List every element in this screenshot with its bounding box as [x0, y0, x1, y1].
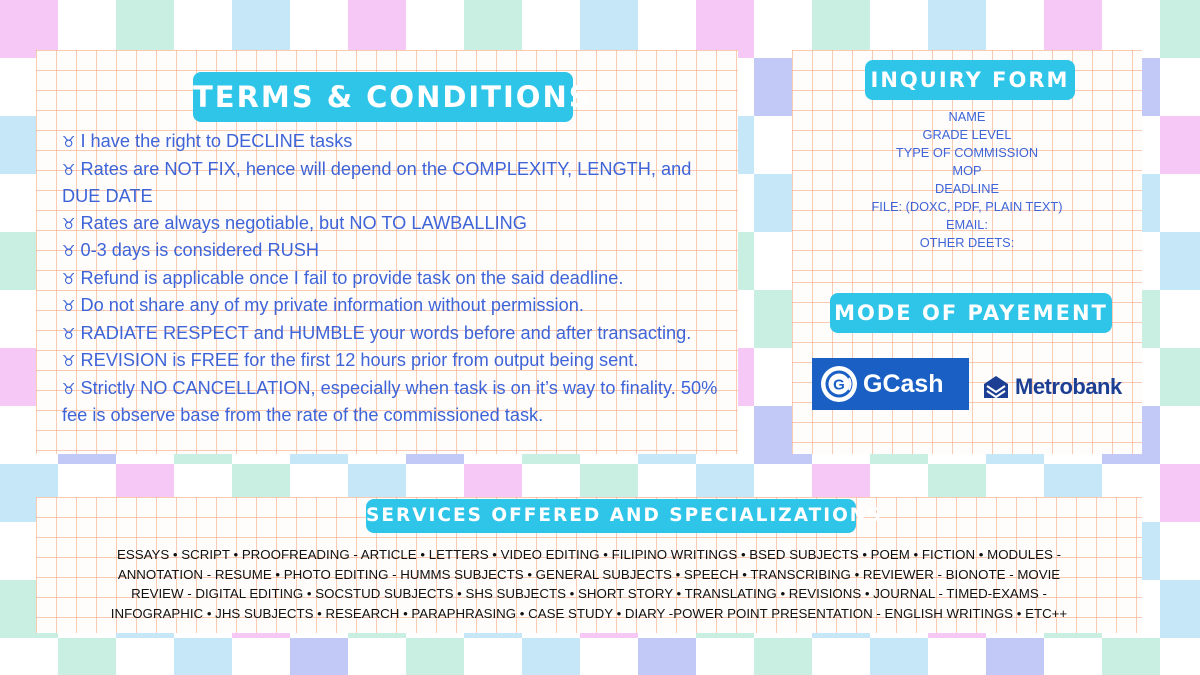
metrobank-mark-icon: [982, 374, 1010, 400]
background-tile: [1160, 464, 1200, 522]
inquiry-field: OTHER DEETS:: [919, 235, 1015, 250]
terms-item: ♉ Refund is applicable once I fail to provide task on the said deadline.: [62, 267, 624, 288]
terms-title: TERMS & CONDITIONS: [193, 72, 573, 122]
horseshoe-icon: ♉: [62, 242, 76, 260]
background-tile: [1160, 0, 1200, 58]
terms-list: [62, 128, 727, 429]
inquiry-field: NAME: [948, 109, 986, 124]
terms-item: ♉ Rates are always negotiable, but NO TO LAWBALLING: [62, 212, 527, 233]
terms-item: ♉ REVISION is FREE for the first 12 hours prior from output being sent.: [62, 350, 639, 370]
gcash-name: GCash: [863, 369, 944, 398]
horseshoe-icon: ♉: [62, 324, 76, 343]
inquiry-field: EMAIL:: [946, 217, 988, 232]
services-line: INFOGRAPHIC • JHS SUBJECTS • RESEARCH • PARAPHRASING • CASE STUDY • DIARY -POWER POINT PRESENTATION - ENGLISH WRITINGS • ETC++: [110, 605, 1068, 621]
terms-item: ♉ Strictly NO CANCELLATION, especially when task is on it’s way to finality. 50% fee is observe base from the rate of the commissioned task.: [62, 377, 718, 425]
inquiry-field: FILE: (DOXC, PDF, PLAIN TEXT): [871, 199, 1063, 214]
background-tile: [58, 638, 116, 675]
background-tile: [406, 638, 464, 675]
inquiry-title: INQUIRY FORM: [865, 60, 1075, 100]
terms-item: ♉ 0-3 days is considered RUSH: [62, 240, 320, 260]
horseshoe-icon: ♉: [62, 297, 76, 315]
terms-item: ♉ I have the right to DECLINE tasks: [62, 131, 353, 151]
horseshoe-icon: ♉: [62, 160, 76, 179]
svg-text:G: G: [833, 376, 845, 394]
services-line: ESSAYS • SCRIPT • PROOFREADING - ARTICLE • LETTERS • VIDEO EDITING • FILIPINO WRITINGS • BSED SUBJECTS • POEM • FICTION • MODULES -: [116, 547, 1061, 562]
services-title: SERVICES OFFERED AND SPECIALIZATIONS: [366, 499, 856, 533]
gcash-mark-icon: [821, 366, 857, 402]
background-tile: [870, 638, 928, 675]
horseshoe-icon: ♉: [62, 133, 76, 151]
gcash-logo-icon: [812, 358, 969, 410]
payment-panel: [792, 282, 1142, 454]
background-tile: [754, 638, 812, 675]
metrobank-name: Metrobank: [1015, 374, 1122, 399]
services-line: ANNOTATION - RESUME • PHOTO EDITING - HUMMS SUBJECTS • GENERAL SUBJECTS • SPEECH • TRANSCRIBING • REVIEWER - BIONOTE - MOVIE: [117, 566, 1061, 582]
payment-title: MODE OF PAYEMENT: [830, 293, 1112, 333]
services-list: [56, 545, 1122, 623]
terms-panel: [36, 50, 738, 454]
terms-item: ♉ Do not share any of my private information without permission.: [62, 295, 584, 315]
horseshoe-icon: ♉: [62, 379, 76, 398]
background-tile: [522, 638, 580, 675]
background-tile: [1160, 348, 1200, 406]
background-tile: [1102, 638, 1160, 675]
background-tile: [1160, 580, 1200, 638]
background-tile: [1160, 232, 1200, 290]
inquiry-panel: [792, 50, 1142, 282]
inquiry-field: TYPE OF COMMISSION: [895, 145, 1039, 160]
background-tile: [986, 638, 1044, 675]
horseshoe-icon: ♉: [62, 352, 76, 370]
services-panel: [36, 497, 1142, 633]
background-tile: [174, 638, 232, 675]
inquiry-field: MOP: [952, 163, 982, 178]
background-tile: [1160, 116, 1200, 174]
horseshoe-icon: ♉: [62, 214, 76, 233]
inquiry-field-list: [792, 108, 1142, 252]
inquiry-field: DEADLINE: [934, 181, 999, 196]
terms-item: ♉ RADIATE RESPECT and HUMBLE your words before and after transacting.: [62, 322, 692, 343]
background-tile: [290, 638, 348, 675]
services-line: REVIEW - DIGITAL EDITING • SOCSTUD SUBJECTS • SHS SUBJECTS • SHORT STORY • TRANSLATING • REVISIONS • JOURNAL - TIMED-EXAMS -: [131, 586, 1047, 601]
inquiry-field: GRADE LEVEL: [922, 127, 1012, 142]
horseshoe-icon: ♉: [62, 269, 76, 288]
background-tile: [638, 638, 696, 675]
terms-item: ♉ Rates are NOT FIX, hence will depend on the COMPLEXITY, LENGTH, and DUE DATE: [62, 158, 692, 206]
metrobank-logo-icon: [982, 372, 1122, 402]
